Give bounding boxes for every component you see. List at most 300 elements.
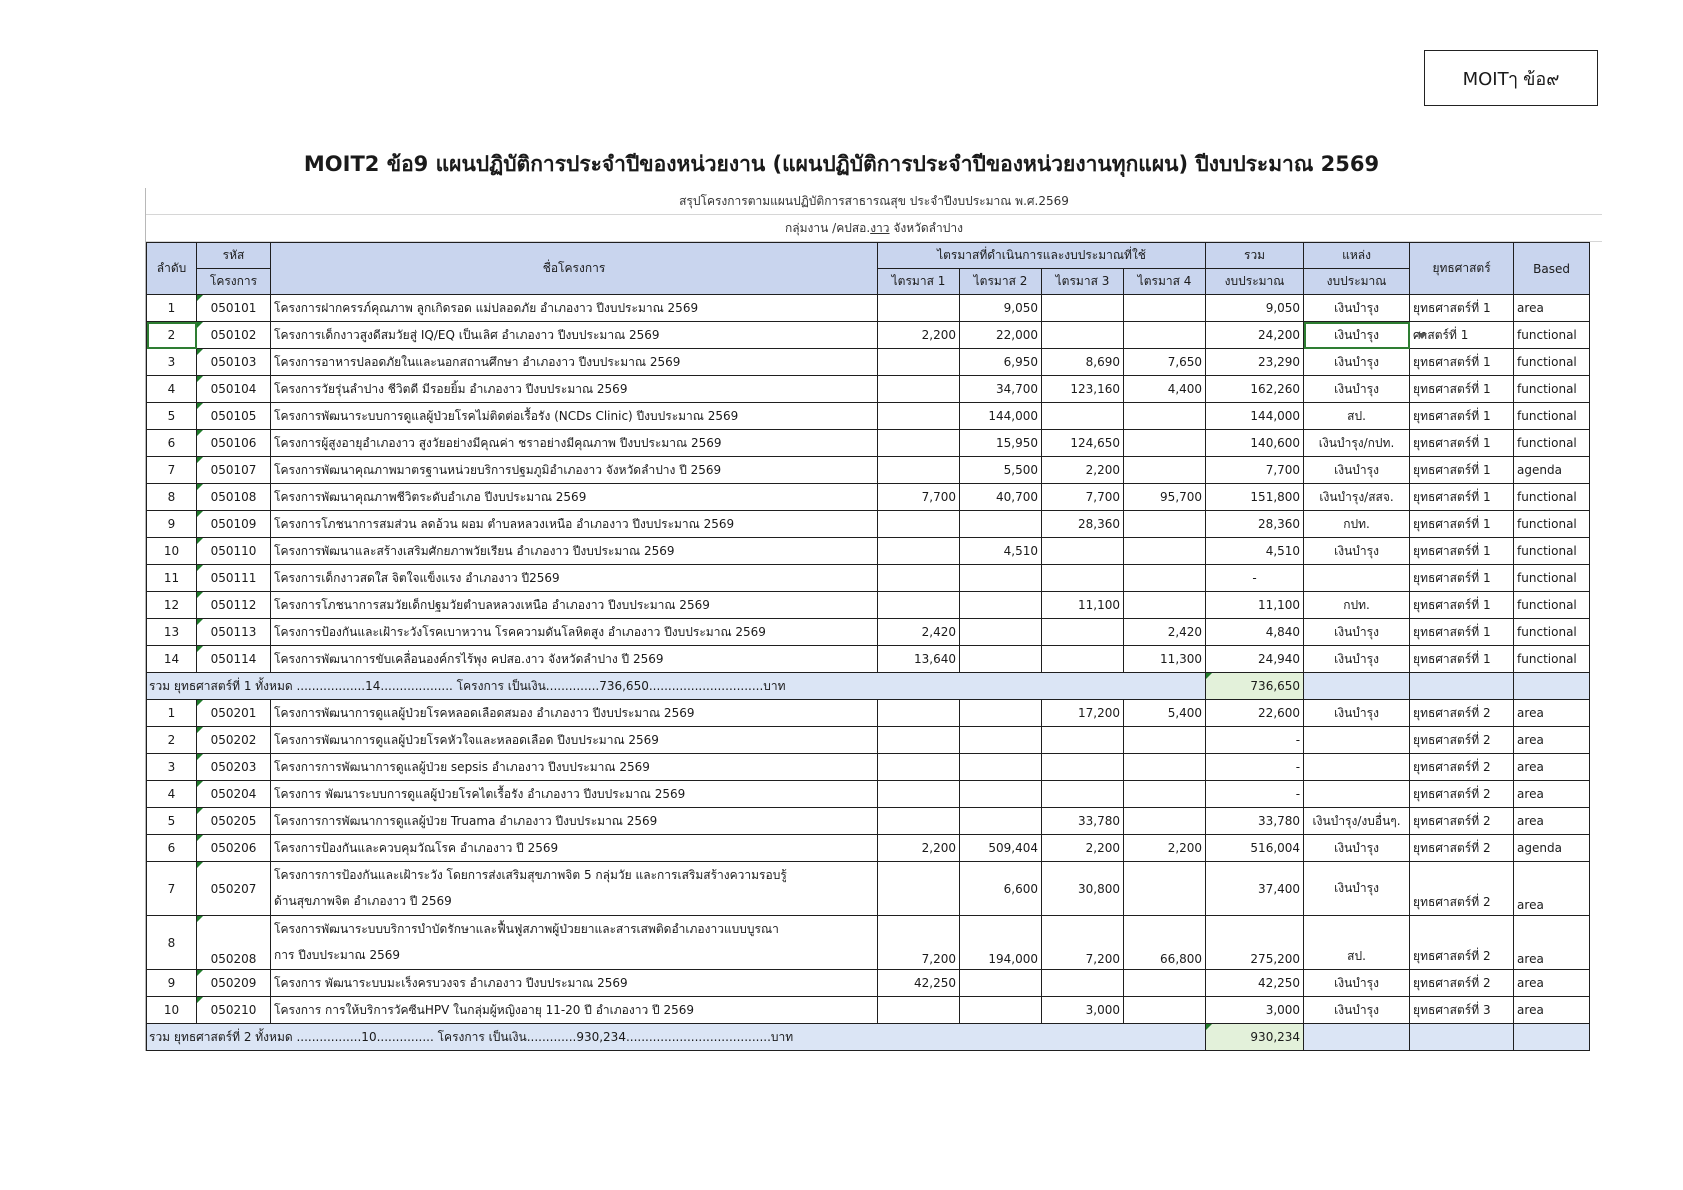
cell-q2[interactable] [960,565,1042,592]
cell-total[interactable]: - [1206,565,1304,592]
cell-source[interactable]: กปท. [1304,511,1410,538]
cell-q2[interactable]: 509,404 [960,835,1042,862]
table-row[interactable] [147,511,1590,538]
cell-based[interactable]: area [1514,970,1590,997]
cell-seq[interactable]: 10 [147,538,197,565]
cell-q1[interactable] [878,997,960,1024]
cell-q4[interactable] [1124,403,1206,430]
cell-q4[interactable]: 2,420 [1124,619,1206,646]
cell-q4[interactable] [1124,997,1206,1024]
cell-q3[interactable]: 2,200 [1042,457,1124,484]
cell-strategy[interactable]: ยุทธศาสตร์ที่ 2 [1410,970,1514,997]
cell-q4[interactable]: 2,200 [1124,835,1206,862]
cell-q2[interactable] [960,592,1042,619]
cell-seq[interactable]: 10 [147,997,197,1024]
cell-q1[interactable] [878,700,960,727]
cell-source[interactable]: สป. [1304,916,1410,970]
cell-based[interactable]: area [1514,727,1590,754]
cell-strategy[interactable]: ยุทธศาสตร์ที่ 1 [1410,619,1514,646]
cell-seq[interactable]: 12 [147,592,197,619]
cell-name[interactable]: โครงการโภชนาการสมวัยเด็กปฐมวัยตำบลหลวงเหนือ อำเภองาว ปีงบประมาณ 2569 [271,592,878,619]
cell-based[interactable]: area [1514,862,1590,916]
table-row[interactable] [147,376,1590,403]
cell-source[interactable]: เงินบำรุง/กปท. [1304,430,1410,457]
cell-seq[interactable]: 7 [147,457,197,484]
cell-total[interactable]: 7,700 [1206,457,1304,484]
cell-q1[interactable] [878,592,960,619]
cell-based[interactable]: functional [1514,619,1590,646]
cell-code[interactable]: 050113 [197,619,271,646]
cell-q3[interactable]: 7,700 [1042,484,1124,511]
cell-q2[interactable]: 6,950 [960,349,1042,376]
strategy2-summary-label[interactable]: รวม ยุทธศาสตร์ที่ 2 ทั้งหมด .................10............... โครงการ เป็นเงิน.............930,234......................................บาท [147,1024,1206,1051]
cell-code[interactable]: 050201 [197,700,271,727]
cell-name[interactable]: โครงการ พัฒนาระบบการดูแลผู้ป่วยโรคไตเรื้อรัง อำเภองาว ปีงบประมาณ 2569 [271,781,878,808]
cell-code[interactable]: 050108 [197,484,271,511]
cell-q4[interactable] [1124,430,1206,457]
cell-seq[interactable]: 3 [147,754,197,781]
table-row[interactable] [147,700,1590,727]
cell-code[interactable]: 050107 [197,457,271,484]
cell-source[interactable] [1304,781,1410,808]
cell-q4[interactable]: 7,650 [1124,349,1206,376]
cell-seq[interactable]: 2 [147,727,197,754]
cell-code[interactable]: 050110 [197,538,271,565]
strategy1-summary-label[interactable]: รวม ยุทธศาสตร์ที่ 1 ทั้งหมด ..................14................... โครงการ เป็นเงิน..............736,650..............................บาท [147,673,1206,700]
cell-q4[interactable] [1124,808,1206,835]
cell-total[interactable]: 151,800 [1206,484,1304,511]
cell-q4[interactable] [1124,970,1206,997]
cell-q3[interactable]: 30,800 [1042,862,1124,916]
cell-q3[interactable]: 3,000 [1042,997,1124,1024]
table-row[interactable] [147,349,1590,376]
cell-q2[interactable]: 9,050 [960,295,1042,322]
cell-q4[interactable] [1124,592,1206,619]
strategy1-summary-total[interactable]: 736,650 [1206,673,1304,700]
cell-total[interactable]: 140,600 [1206,430,1304,457]
cell-code[interactable]: 050210 [197,997,271,1024]
cell-name[interactable]: โครงการผู้สูงอายุอำเภองาว สูงวัยอย่างมีคุณค่า ชราอย่างมีคุณภาพ ปีงบประมาณ 2569 [271,430,878,457]
cell-code[interactable]: 050105 [197,403,271,430]
cell-strategy[interactable]: ยุทธศาสตร์ที่ 2 [1410,862,1514,916]
strategy2-summary-row[interactable] [147,1024,1590,1051]
cell-based[interactable]: agenda [1514,835,1590,862]
cell-q2[interactable] [960,511,1042,538]
cell-name[interactable]: โครงการ การให้บริการวัคซีนHPV ในกลุ่มผู้หญิงอายุ 11-20 ปี อำเภองาว ปี 2569 [271,997,878,1024]
cell-code[interactable]: 050205 [197,808,271,835]
cell-q4[interactable] [1124,727,1206,754]
cell-total[interactable]: - [1206,727,1304,754]
cell-q3[interactable] [1042,970,1124,997]
table-row[interactable] [147,592,1590,619]
cell-based[interactable]: functional [1514,511,1590,538]
cell-q3[interactable] [1042,322,1124,349]
cell-source[interactable]: เงินบำรุง/สสจ. [1304,484,1410,511]
cell-total[interactable]: 23,290 [1206,349,1304,376]
cell-empty[interactable] [1514,673,1590,700]
cell-q2[interactable]: 40,700 [960,484,1042,511]
cell-q1[interactable] [878,349,960,376]
cell-code[interactable]: 050104 [197,376,271,403]
cell-q4[interactable] [1124,565,1206,592]
cell-source[interactable]: เงินบำรุง [1304,619,1410,646]
cell-q1[interactable] [878,538,960,565]
cell-name[interactable]: โครงการพัฒนาและสร้างเสริมศักยภาพวัยเรียน อำเภองาว ปีงบประมาณ 2569 [271,538,878,565]
cell-based[interactable]: area [1514,754,1590,781]
cell-seq[interactable]: 3 [147,349,197,376]
strategy1-summary-row[interactable] [147,673,1590,700]
cell-empty[interactable] [1304,673,1410,700]
strategy-dropdown[interactable] [1410,322,1514,349]
cell-q2[interactable] [960,700,1042,727]
cell-source[interactable]: เงินบำรุง [1304,376,1410,403]
cell-strategy[interactable]: ยุทธศาสตร์ที่ 2 [1410,835,1514,862]
cell-q3[interactable]: 123,160 [1042,376,1124,403]
cell-q3[interactable] [1042,538,1124,565]
cell-source[interactable]: เงินบำรุง [1304,970,1410,997]
cell-name[interactable]: โครงการอาหารปลอดภัยในและนอกสถานศึกษา อำเภองาว ปีงบประมาณ 2569 [271,349,878,376]
cell-seq[interactable]: 4 [147,781,197,808]
cell-based[interactable]: agenda [1514,457,1590,484]
cell-q1[interactable]: 2,200 [878,835,960,862]
cell-name[interactable]: โครงการเด็กงาวสูงดีสมวัยสู่ IQ/EQ เป็นเลิศ อำเภองาว ปีงบประมาณ 2569 [271,322,878,349]
cell-name[interactable]: โครงการป้องกันและเฝ้าระวังโรคเบาหวาน โรคความดันโลหิตสูง อำเภองาว ปีงบประมาณ 2569 [271,619,878,646]
cell-seq[interactable]: 13 [147,619,197,646]
cell-q4[interactable] [1124,754,1206,781]
cell-source-selected[interactable]: เงินบำรุง [1304,322,1410,349]
cell-q1[interactable]: 7,200 [878,916,960,970]
cell-code[interactable]: 050206 [197,835,271,862]
cell-q4[interactable] [1124,457,1206,484]
cell-code[interactable]: 050109 [197,511,271,538]
cell-code[interactable]: 050103 [197,349,271,376]
cell-q2[interactable]: 15,950 [960,430,1042,457]
cell-empty[interactable] [1410,1024,1514,1051]
table-row[interactable] [147,727,1590,754]
cell-code[interactable]: 050101 [197,295,271,322]
cell-q3[interactable]: 28,360 [1042,511,1124,538]
cell-code[interactable]: 050208 [197,916,271,970]
cell-source[interactable] [1304,727,1410,754]
cell-q3[interactable]: 17,200 [1042,700,1124,727]
cell-based[interactable]: area [1514,997,1590,1024]
cell-code[interactable]: 050203 [197,754,271,781]
cell-code[interactable]: 050209 [197,970,271,997]
cell-q2[interactable]: 22,000 [960,322,1042,349]
cell-q3[interactable] [1042,295,1124,322]
cell-total[interactable]: 37,400 [1206,862,1304,916]
cell-strategy[interactable]: ยุทธศาสตร์ที่ 1 [1410,430,1514,457]
cell-name[interactable]: โครงการป้องกันและควบคุมวัณโรค อำเภองาว ปี 2569 [271,835,878,862]
cell-seq[interactable]: 6 [147,430,197,457]
cell-q4[interactable]: 4,400 [1124,376,1206,403]
cell-code[interactable]: 050106 [197,430,271,457]
cell-q4[interactable] [1124,295,1206,322]
cell-source[interactable]: สป. [1304,403,1410,430]
cell-code[interactable]: 050114 [197,646,271,673]
cell-total[interactable]: 516,004 [1206,835,1304,862]
cell-strategy[interactable]: ยุทธศาสตร์ที่ 2 [1410,916,1514,970]
cell-name[interactable]: โครงการวัยรุ่นลำปาง ชีวิตดี มีรอยยิ้ม อำเภองาว ปีงบประมาณ 2569 [271,376,878,403]
cell-q3[interactable]: 2,200 [1042,835,1124,862]
cell-strategy[interactable]: ยุทธศาสตร์ที่ 1 [1410,592,1514,619]
cell-total[interactable]: 4,840 [1206,619,1304,646]
table-row[interactable] [147,295,1590,322]
table-row[interactable] [147,538,1590,565]
cell-source[interactable]: เงินบำรุง/งบอื่นๆ. [1304,808,1410,835]
cell-name[interactable]: โครงการการพัฒนาการดูแลผู้ป่วย Truama อำเภองาว ปีงบประมาณ 2569 [271,808,878,835]
strategy2-summary-total[interactable]: 930,234 [1206,1024,1304,1051]
cell-empty[interactable] [1514,1024,1590,1051]
cell-total[interactable]: 3,000 [1206,997,1304,1024]
cell-name[interactable]: โครงการโภชนาการสมส่วน ลดอ้วน ผอม ตำบลหลวงเหนือ อำเภองาว ปีงบประมาณ 2569 [271,511,878,538]
table-row[interactable] [147,457,1590,484]
cell-q4[interactable] [1124,322,1206,349]
cell-source[interactable] [1304,565,1410,592]
cell-based[interactable]: area [1514,808,1590,835]
cell-strategy[interactable]: ยุทธศาสตร์ที่ 1 [1410,484,1514,511]
cell-based[interactable]: area [1514,295,1590,322]
cell-strategy[interactable]: ยุทธศาสตร์ที่ 1 [1410,376,1514,403]
cell-q2[interactable] [960,727,1042,754]
cell-based[interactable]: functional [1514,646,1590,673]
cell-code[interactable]: 050102 [197,322,271,349]
table-row[interactable] [147,997,1590,1024]
cell-source[interactable]: เงินบำรุง [1304,862,1410,916]
cell-seq-selected[interactable]: 2 [147,322,197,349]
cell-total[interactable]: 42,250 [1206,970,1304,997]
cell-total[interactable]: 4,510 [1206,538,1304,565]
cell-q2[interactable]: 5,500 [960,457,1042,484]
table-row[interactable] [147,916,1590,970]
cell-source[interactable]: เงินบำรุง [1304,835,1410,862]
dropdown-arrow-icon[interactable] [1417,333,1427,339]
cell-q2[interactable]: 144,000 [960,403,1042,430]
cell-based[interactable]: area [1514,700,1590,727]
cell-name[interactable]: โครงการพัฒนาการดูแลผู้ป่วยโรคหลอดเลือดสมอง อำเภองาว ปีงบประมาณ 2569 [271,700,878,727]
cell-strategy[interactable]: ยุทธศาสตร์ที่ 1 [1410,457,1514,484]
cell-q2[interactable]: 34,700 [960,376,1042,403]
cell-q3[interactable] [1042,403,1124,430]
table-row[interactable] [147,862,1590,916]
table-row[interactable] [147,808,1590,835]
cell-strategy[interactable]: ยุทธศาสตร์ที่ 2 [1410,808,1514,835]
cell-seq[interactable]: 1 [147,295,197,322]
cell-q1[interactable]: 2,420 [878,619,960,646]
cell-total[interactable]: 9,050 [1206,295,1304,322]
cell-source[interactable]: เงินบำรุง [1304,700,1410,727]
cell-q3[interactable]: 7,200 [1042,916,1124,970]
cell-q4[interactable] [1124,781,1206,808]
cell-strategy[interactable]: ยุทธศาสตร์ที่ 1 [1410,349,1514,376]
cell-based[interactable]: functional [1514,322,1590,349]
cell-strategy[interactable]: ยุทธศาสตร์ที่ 1 [1410,403,1514,430]
cell-based[interactable]: functional [1514,592,1590,619]
cell-q4[interactable] [1124,862,1206,916]
cell-based[interactable]: functional [1514,484,1590,511]
cell-q3[interactable] [1042,781,1124,808]
cell-based[interactable]: area [1514,781,1590,808]
cell-code[interactable]: 050112 [197,592,271,619]
cell-empty[interactable] [1304,1024,1410,1051]
cell-q3[interactable]: 124,650 [1042,430,1124,457]
cell-seq[interactable]: 4 [147,376,197,403]
cell-q3[interactable] [1042,646,1124,673]
cell-seq[interactable]: 6 [147,835,197,862]
table-row[interactable] [147,646,1590,673]
cell-q4[interactable]: 11,300 [1124,646,1206,673]
cell-source[interactable]: เงินบำรุง [1304,349,1410,376]
cell-q2[interactable] [960,970,1042,997]
cell-name[interactable] [271,862,878,916]
cell-seq[interactable]: 8 [147,916,197,970]
cell-total[interactable]: 162,260 [1206,376,1304,403]
cell-total[interactable]: - [1206,781,1304,808]
cell-q2[interactable] [960,997,1042,1024]
cell-total[interactable]: 144,000 [1206,403,1304,430]
cell-source[interactable]: เงินบำรุง [1304,646,1410,673]
cell-q1[interactable]: 42,250 [878,970,960,997]
cell-name[interactable]: โครงการพัฒนาคุณภาพชีวิตระดับอำเภอ ปีงบประมาณ 2569 [271,484,878,511]
cell-name[interactable]: โครงการฝากครรภ์คุณภาพ ลูกเกิดรอด แม่ปลอดภัย อำเภองาว ปีงบประมาณ 2569 [271,295,878,322]
cell-q1[interactable] [878,727,960,754]
cell-based[interactable]: functional [1514,430,1590,457]
cell-seq[interactable]: 14 [147,646,197,673]
cell-code[interactable]: 050204 [197,781,271,808]
cell-name[interactable] [271,916,878,970]
cell-q2[interactable]: 6,600 [960,862,1042,916]
cell-q1[interactable] [878,862,960,916]
cell-seq[interactable]: 1 [147,700,197,727]
cell-strategy[interactable]: ยุทธศาสตร์ที่ 1 [1410,565,1514,592]
table-row[interactable] [147,430,1590,457]
cell-q4[interactable]: 5,400 [1124,700,1206,727]
cell-seq[interactable]: 7 [147,862,197,916]
cell-q2[interactable] [960,619,1042,646]
cell-seq[interactable]: 11 [147,565,197,592]
cell-total[interactable]: 28,360 [1206,511,1304,538]
cell-q3[interactable]: 11,100 [1042,592,1124,619]
cell-total[interactable]: 22,600 [1206,700,1304,727]
cell-strategy[interactable]: ยุทธศาสตร์ที่ 2 [1410,781,1514,808]
cell-q1[interactable] [878,295,960,322]
cell-q2[interactable] [960,646,1042,673]
cell-q1[interactable] [878,565,960,592]
cell-strategy[interactable]: ยุทธศาสตร์ที่ 2 [1410,727,1514,754]
cell-name[interactable]: โครงการพัฒนาระบบการดูแลผู้ป่วยโรคไม่ติดต่อเรื้อรัง (NCDs Clinic) ปีงบประมาณ 2569 [271,403,878,430]
cell-total[interactable]: 33,780 [1206,808,1304,835]
cell-q1[interactable] [878,511,960,538]
table-row[interactable] [147,484,1590,511]
table-row[interactable] [147,754,1590,781]
cell-based[interactable]: area [1514,916,1590,970]
cell-total[interactable]: 24,200 [1206,322,1304,349]
cell-based[interactable]: functional [1514,565,1590,592]
cell-name[interactable]: โครงการการพัฒนาการดูแลผู้ป่วย sepsis อำเภองาว ปีงบประมาณ 2569 [271,754,878,781]
cell-strategy[interactable]: ยุทธศาสตร์ที่ 1 [1410,295,1514,322]
cell-total[interactable]: 275,200 [1206,916,1304,970]
cell-name[interactable]: โครงการพัฒนาการขับเคลื่อนองค์กรไร้พุง คปสอ.งาว จังหวัดลำปาง ปี 2569 [271,646,878,673]
cell-total[interactable]: - [1206,754,1304,781]
cell-strategy[interactable]: ยุทธศาสตร์ที่ 1 [1410,646,1514,673]
cell-strategy[interactable]: ยุทธศาสตร์ที่ 3 [1410,997,1514,1024]
table-row[interactable] [147,970,1590,997]
cell-strategy[interactable]: ยุทธศาสตร์ที่ 1 [1410,538,1514,565]
cell-q3[interactable] [1042,565,1124,592]
cell-strategy[interactable]: ยุทธศาสตร์ที่ 2 [1410,754,1514,781]
table-row[interactable] [147,403,1590,430]
cell-based[interactable]: functional [1514,538,1590,565]
cell-source[interactable]: เงินบำรุง [1304,457,1410,484]
cell-q2[interactable] [960,754,1042,781]
cell-based[interactable]: functional [1514,403,1590,430]
cell-source[interactable]: เงินบำรุง [1304,997,1410,1024]
table-row[interactable] [147,322,1590,349]
cell-q2[interactable]: 4,510 [960,538,1042,565]
cell-seq[interactable]: 5 [147,403,197,430]
cell-name[interactable]: โครงการ พัฒนาระบบมะเร็งครบวงจร อำเภองาว ปีงบประมาณ 2569 [271,970,878,997]
cell-seq[interactable]: 9 [147,970,197,997]
cell-q1[interactable] [878,376,960,403]
cell-strategy[interactable]: ยุทธศาสตร์ที่ 1 [1410,511,1514,538]
cell-q1[interactable] [878,808,960,835]
cell-q3[interactable]: 8,690 [1042,349,1124,376]
cell-seq[interactable]: 9 [147,511,197,538]
cell-code[interactable]: 050207 [197,862,271,916]
cell-seq[interactable]: 8 [147,484,197,511]
cell-q1[interactable] [878,754,960,781]
cell-q3[interactable] [1042,727,1124,754]
cell-q1[interactable] [878,403,960,430]
cell-source[interactable]: เงินบำรุง [1304,538,1410,565]
cell-q2[interactable] [960,808,1042,835]
cell-q4[interactable]: 66,800 [1124,916,1206,970]
cell-strategy[interactable]: ยุทธศาสตร์ที่ 2 [1410,700,1514,727]
cell-empty[interactable] [1410,673,1514,700]
cell-q4[interactable]: 95,700 [1124,484,1206,511]
cell-source[interactable]: กปท. [1304,592,1410,619]
cell-name[interactable]: โครงการเด็กงาวสดใส จิตใจแข็งแรง อำเภองาว ปี2569 [271,565,878,592]
cell-code[interactable]: 050202 [197,727,271,754]
cell-q1[interactable]: 13,640 [878,646,960,673]
cell-source[interactable]: เงินบำรุง [1304,295,1410,322]
cell-total[interactable]: 24,940 [1206,646,1304,673]
cell-q1[interactable] [878,781,960,808]
cell-q2[interactable] [960,781,1042,808]
cell-q2[interactable]: 194,000 [960,916,1042,970]
cell-seq[interactable]: 5 [147,808,197,835]
cell-q1[interactable] [878,430,960,457]
cell-q4[interactable] [1124,538,1206,565]
cell-q3[interactable] [1042,754,1124,781]
cell-q4[interactable] [1124,511,1206,538]
cell-q3[interactable]: 33,780 [1042,808,1124,835]
cell-q1[interactable]: 2,200 [878,322,960,349]
table-row[interactable] [147,781,1590,808]
table-row[interactable] [147,835,1590,862]
cell-name[interactable]: โครงการพัฒนาคุณภาพมาตรฐานหน่วยบริการปฐมภูมิอำเภองาว จังหวัดลำปาง ปี 2569 [271,457,878,484]
cell-based[interactable]: functional [1514,376,1590,403]
cell-q1[interactable] [878,457,960,484]
cell-name[interactable]: โครงการพัฒนาการดูแลผู้ป่วยโรคหัวใจและหลอดเลือด ปีงบประมาณ 2569 [271,727,878,754]
cell-code[interactable]: 050111 [197,565,271,592]
cell-q1[interactable]: 7,700 [878,484,960,511]
cell-q3[interactable] [1042,619,1124,646]
cell-based[interactable]: functional [1514,349,1590,376]
cell-source[interactable] [1304,754,1410,781]
table-row[interactable] [147,619,1590,646]
cell-total[interactable]: 11,100 [1206,592,1304,619]
